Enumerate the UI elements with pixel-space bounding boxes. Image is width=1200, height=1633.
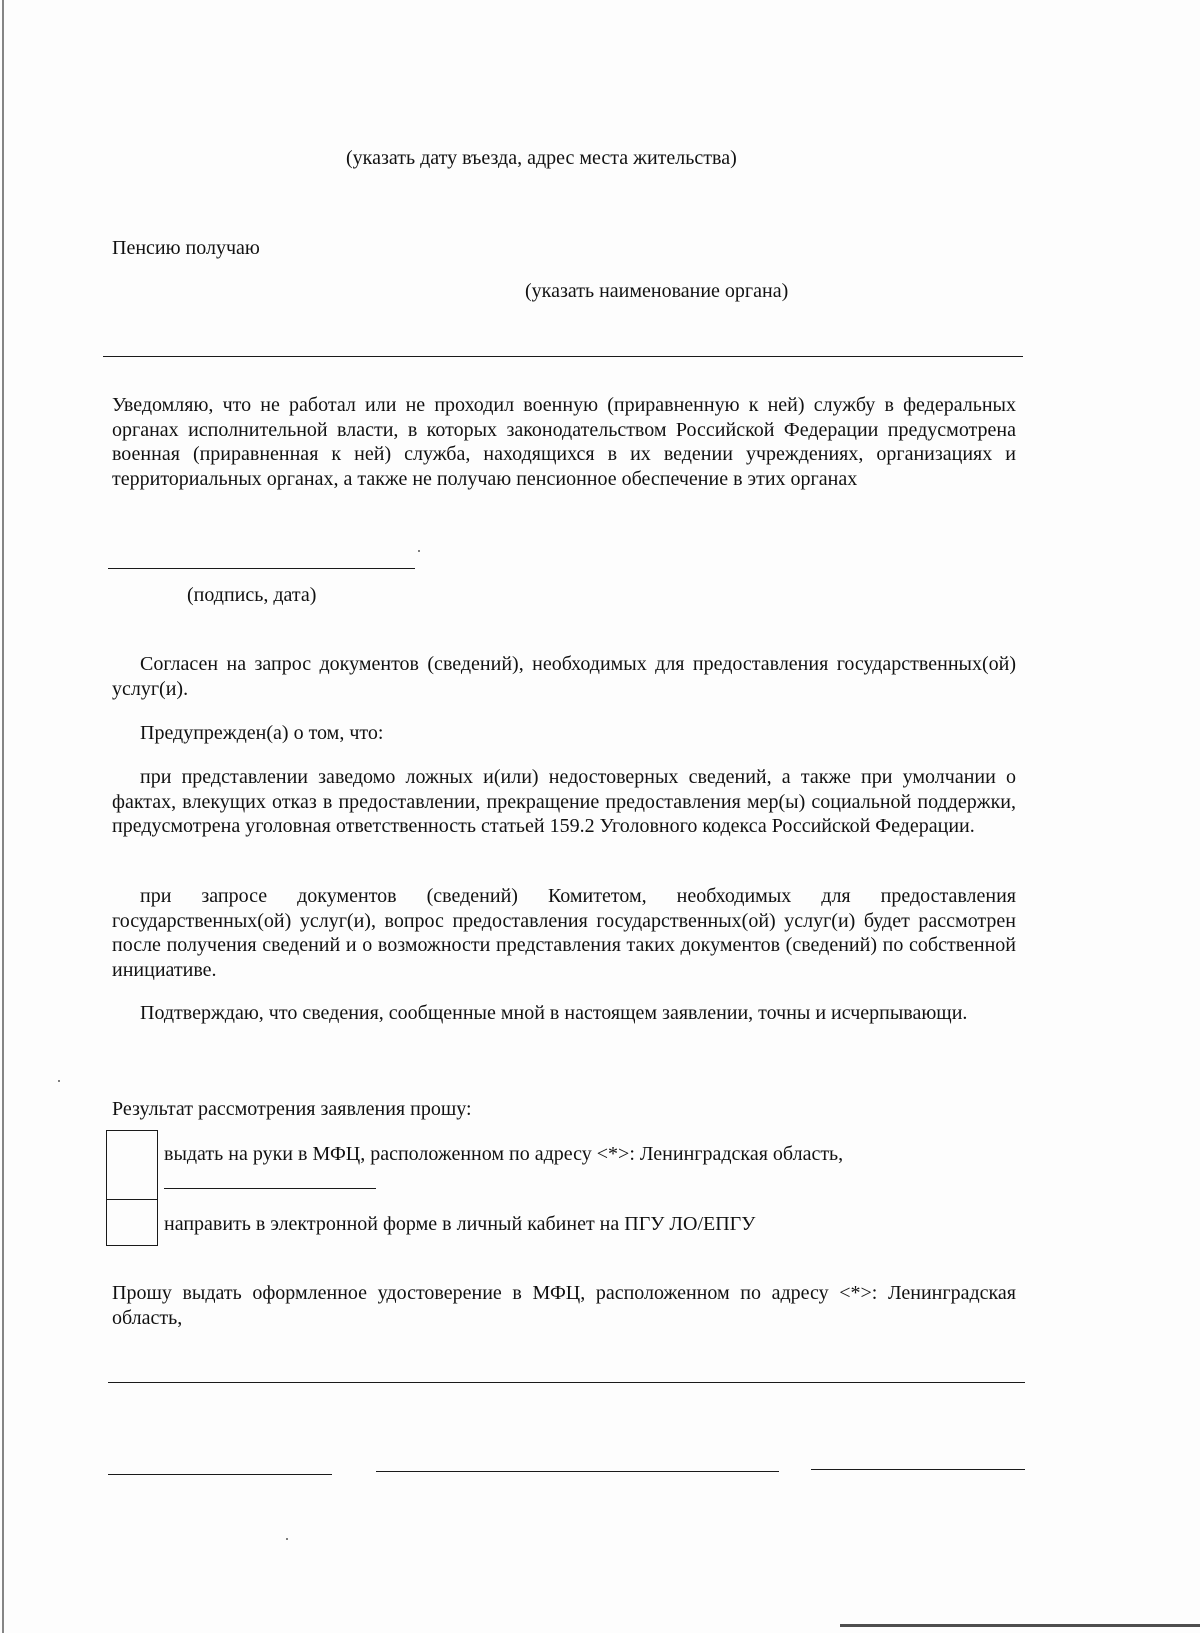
- committee-request-warning: при запросе документов (сведений) Комитетом, необходимых для предоставления государственных(ой) услуг(и), вопрос предоставления государственных(ой) услуг(и) будет рассмотрен после получения сведений и о возможности представления таких документов (сведений) по собственной инициативе.: [112, 885, 1016, 981]
- scan-speck: [418, 550, 420, 552]
- pickup-address-line[interactable]: [164, 1188, 376, 1189]
- bottom-field-line-1[interactable]: [108, 1474, 332, 1475]
- certificate-address-line[interactable]: [108, 1382, 1025, 1383]
- bottom-field-line-3[interactable]: [811, 1469, 1025, 1470]
- scan-speck: [58, 1080, 60, 1082]
- false-info-warning: при представлении заведомо ложных и(или) недостоверных сведений, а также при умолчании о фактах, влекущих отказ в предоставлении, прекращение предоставления мер(ы) социальной поддержки, предусмотрена уголовная ответственность статьей 159.2 Уголовного кодекса Российской Федерации.: [112, 766, 1016, 837]
- signature-date-hint: (подпись, дата): [187, 584, 317, 606]
- pickup-mfc-checkbox[interactable]: [107, 1131, 157, 1200]
- bottom-field-line-2[interactable]: [376, 1471, 779, 1472]
- organ-name-hint: (указать наименование органа): [525, 280, 789, 302]
- result-title: Результат рассмотрения заявления прошу:: [112, 1098, 472, 1120]
- scan-edge-bottom: [840, 1624, 1200, 1627]
- military-service-notice: Уведомляю, что не работал или не проходил военную (приравненную к ней) службу в федеральных органах исполнительной власти, в которых законодательством Российской Федерации предусмотрена военная (приравненная к ней) служба, находящихся в их ведении учреждениях, организациях и территориальных органах, а также не получаю пенсионное обеспечение в этих органах: [112, 394, 1016, 490]
- certificate-request: Прошу выдать оформленное удостоверение в МФЦ, расположенном по адресу <*>: Ленинградская область,: [112, 1282, 1016, 1329]
- result-options-grid: [106, 1130, 158, 1246]
- scan-speck: [286, 1538, 288, 1540]
- entry-date-address-hint: (указать дату въезда, адрес места жительства): [346, 147, 737, 169]
- warned-label: Предупрежден(а) о том, что:: [140, 722, 384, 744]
- scan-edge-left: [2, 0, 4, 1633]
- electronic-delivery-option: направить в электронной форме в личный кабинет на ПГУ ЛО/ЕПГУ: [164, 1213, 756, 1235]
- signature-date-line[interactable]: [108, 568, 415, 569]
- consent-paragraph: Согласен на запрос документов (сведений), необходимых для предоставления государственных(ой) услуг(и).: [112, 653, 1016, 700]
- organ-name-line[interactable]: [103, 356, 1023, 357]
- pension-label: Пенсию получаю: [112, 237, 260, 259]
- electronic-delivery-checkbox[interactable]: [107, 1200, 157, 1245]
- pickup-mfc-option: выдать на руки в МФЦ, расположенном по адресу <*>: Ленинградская область,: [164, 1143, 844, 1165]
- confirmation-paragraph: Подтверждаю, что сведения, сообщенные мной в настоящем заявлении, точны и исчерпывающи.: [140, 1002, 968, 1024]
